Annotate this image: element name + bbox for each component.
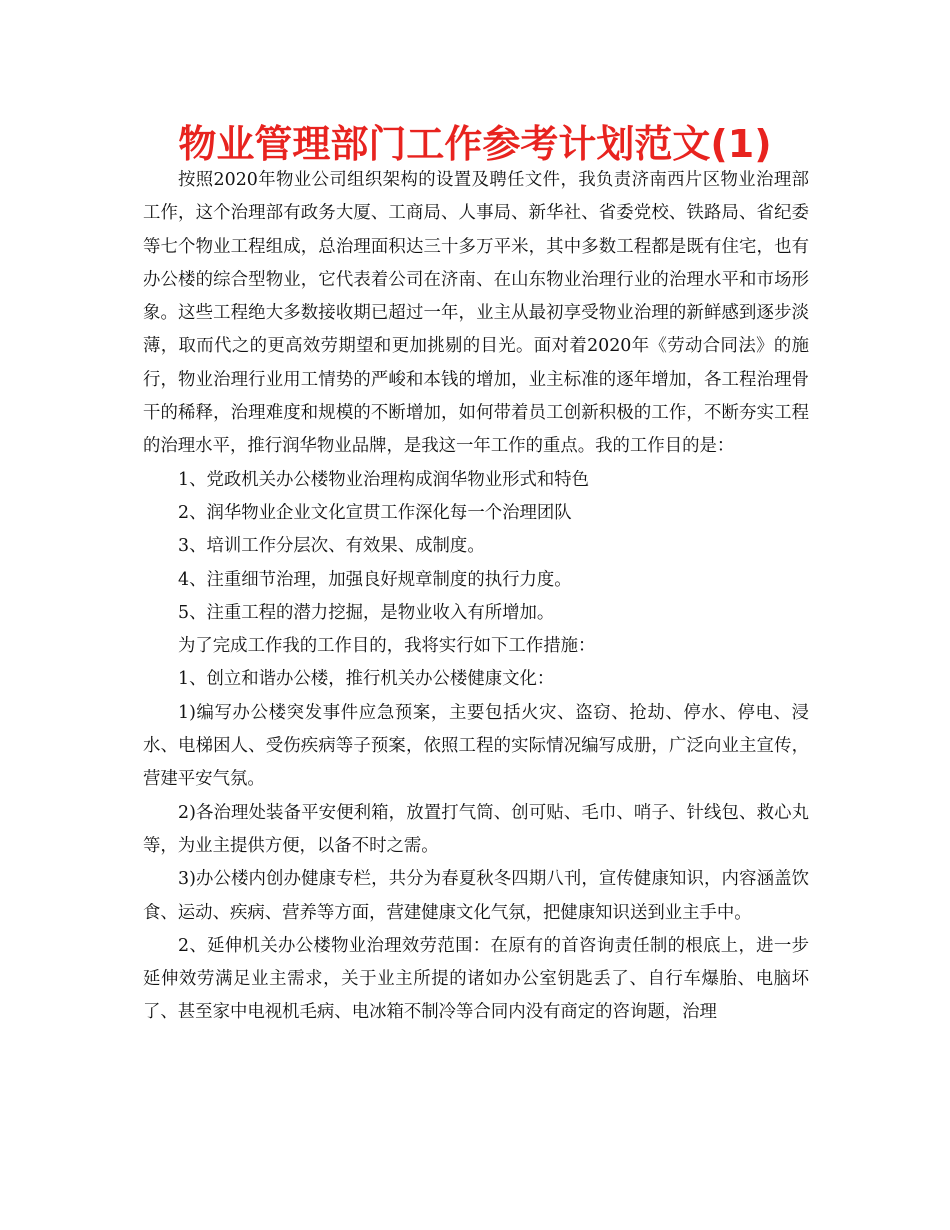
goal-item-4: 4、注重细节治理，加强良好规章制度的执行力度。 (178, 569, 572, 590)
measure-sub-2: 2)各治理处装备平安便利箱，放置打气筒、创可贴、毛巾、哨子、针线包、救心丸等，为业主提供方便，以备不时之需。 (143, 802, 809, 856)
measure-heading-1: 1、创立和谐办公楼，推行机关办公楼健康文化： (178, 669, 555, 690)
document-title: 物业管理部门工作参考计划范文(1) (178, 122, 772, 166)
document-body (143, 164, 809, 1030)
measure-heading-2: 2、延伸机关办公楼物业治理效劳范围：在原有的首咨询责任制的根底上，进一步延伸效劳满足业主需求，关于业主所提的诸如办公室钥匙丢了、自行车爆胎、电脑坏了、甚至家中电视机毛病、电冰箱不制冷等合同内没有商定的咨询题，治理 (143, 935, 809, 1023)
goal-item-2: 2、润华物业企业文化宣贯工作深化每一个治理团队 (178, 502, 572, 523)
paragraph-intro: 按照2020年物业公司组织架构的设置及聘任文件，我负责济南西片区物业治理部工作，这个治理部有政务大厦、工商局、人事局、新华社、省委党校、铁路局、省纪委等七个物业工程组成，总治理面积达三十多万平米，其中多数工程都是既有住宅，也有办公楼的综合型物业，它代表着公司在济南、在山东物业治理行业的治理水平和市场形象。这些工程绝大多数接收期已超过一年，业主从最初享受物业治理的新鲜感到逐步淡薄，取而代之的更高效劳期望和更加挑剔的目光。面对着2020年《劳动合同法》的施行，物业治理行业用工情势的严峻和本钱的增加，业主标准的逐年增加，各工程治理骨干的稀释，治理难度和规模的不断增加，如何带着员工创新积极的工作，不断夯实工程的治理水平，推行润华物业品牌，是我这一年工作的重点。我的工作目的是： (143, 170, 809, 457)
goal-item-5: 5、注重工程的潜力挖掘，是物业收入有所增加。 (178, 602, 555, 623)
goal-item-1: 1、党政机关办公楼物业治理构成润华物业形式和特色 (178, 469, 590, 490)
goal-item-3: 3、培训工作分层次、有效果、成制度。 (178, 536, 485, 557)
measure-sub-1: 1)编写办公楼突发事件应急预案，主要包括火灾、盗窃、抢劫、停水、停电、浸水、电梯困人、受伤疾病等子预案，依照工程的实际情况编写成册，广泛向业主宣传，营建平安气氛。 (143, 702, 809, 790)
measures-intro: 为了完成工作我的工作目的，我将实行如下工作措施： (178, 636, 596, 657)
measure-sub-3: 3)办公楼内创办健康专栏，共分为春夏秋冬四期八刊，宣传健康知识，内容涵盖饮食、运动、疾病、营养等方面，营建健康文化气氛，把健康知识送到业主手中。 (143, 869, 809, 923)
